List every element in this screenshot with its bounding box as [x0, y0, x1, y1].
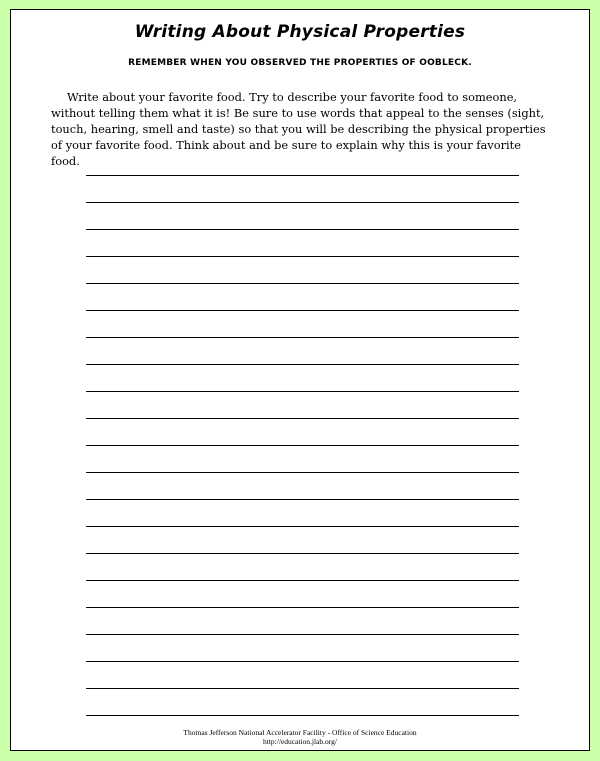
writing-line	[86, 175, 519, 176]
writing-line	[86, 310, 519, 311]
writing-line	[86, 526, 519, 527]
worksheet-title: Writing About Physical Properties	[134, 22, 466, 42]
writing-line	[86, 229, 519, 230]
writing-line	[86, 337, 519, 338]
worksheet-subtitle: REMEMBER WHEN YOU OBSERVED THE PROPERTIES OF OOBLECK.	[128, 58, 472, 68]
writing-line	[86, 688, 519, 689]
writing-line	[86, 202, 519, 203]
writing-line	[86, 283, 519, 284]
writing-lines	[86, 10, 519, 750]
writing-line	[86, 499, 519, 500]
writing-line	[86, 256, 519, 257]
writing-line	[86, 607, 519, 608]
footer-organization: Thomas Jefferson National Accelerator Facility - Office of Science Education	[183, 728, 417, 737]
writing-line	[86, 445, 519, 446]
writing-line	[86, 418, 519, 419]
footer	[11, 728, 589, 746]
instructions-paragraph: Write about your favorite food. Try to describe your favorite food to someone, without telling them what it is! Be sure to use words that appeal to the senses (sight, touch, hearing, smell and taste) so that you will be describing the physical properties of your favorite food. Think about and be sure to explain why this is your favorite food.	[51, 90, 546, 168]
writing-line	[86, 391, 519, 392]
writing-line	[86, 634, 519, 635]
footer-url[interactable]: http://education.jlab.org/	[262, 737, 337, 746]
worksheet-page	[10, 9, 590, 751]
writing-line	[86, 715, 519, 716]
writing-line	[86, 472, 519, 473]
writing-line	[86, 580, 519, 581]
writing-line	[86, 364, 519, 365]
writing-line	[86, 661, 519, 662]
writing-line	[86, 553, 519, 554]
